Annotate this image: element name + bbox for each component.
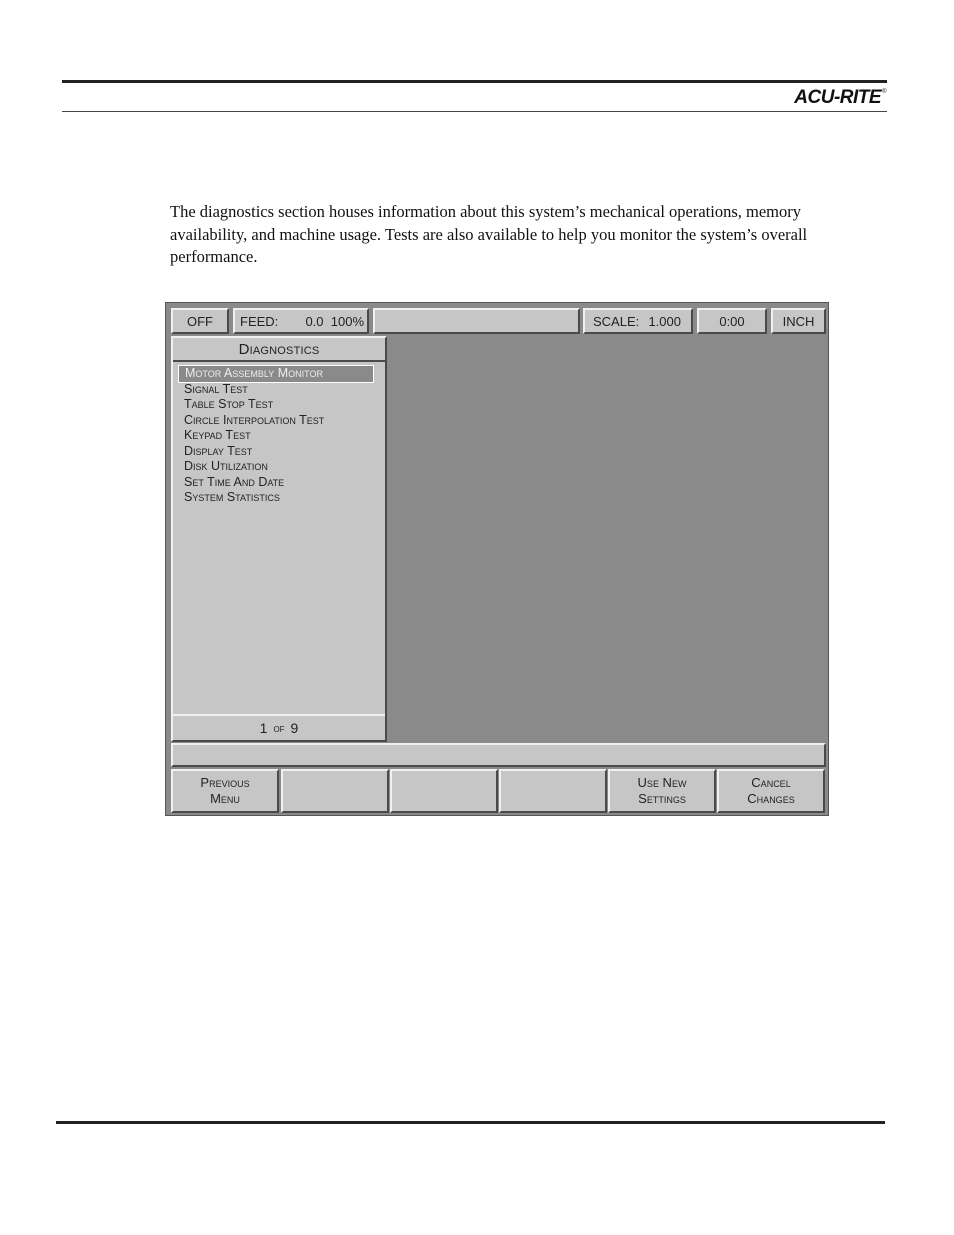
menu-item-system-statistics[interactable]: System Statistics bbox=[184, 490, 280, 504]
page-of: of bbox=[273, 721, 285, 735]
diagnostics-menu bbox=[171, 336, 387, 742]
feed-percent: 100% bbox=[330, 313, 364, 329]
menu-item-set-time-and-date[interactable]: Set Time And Date bbox=[184, 474, 285, 489]
menu-item-table-stop-test[interactable]: Table Stop Test bbox=[184, 397, 274, 411]
status-unit: INCH bbox=[771, 308, 826, 334]
page-total: 9 bbox=[290, 720, 299, 736]
softkey-line: Menu bbox=[210, 791, 240, 806]
menu-item-keypad-test[interactable]: Keypad Test bbox=[184, 428, 251, 442]
message-bar bbox=[171, 743, 826, 767]
softkey-line: Previous bbox=[200, 775, 250, 790]
status-mode: OFF bbox=[171, 308, 229, 334]
use-new-settings-button[interactable] bbox=[608, 769, 716, 813]
softkey-line: Changes bbox=[747, 791, 795, 806]
feed-label: FEED: bbox=[240, 313, 279, 329]
menu-title: Diagnostics bbox=[173, 338, 385, 362]
status-time: 0:00 bbox=[697, 308, 767, 334]
menu-item-circle-interpolation-test[interactable]: Circle Interpolation Test bbox=[184, 412, 325, 427]
softkey-blank-2[interactable] bbox=[281, 769, 389, 813]
scale-label: SCALE: bbox=[593, 313, 640, 329]
intro-paragraph: The diagnostics section houses information about this system’s mechanical operations, memory availability, and machine usage. Tests are also available to help you monitor the system’s overall performance. bbox=[170, 202, 808, 266]
softkey-blank-3[interactable] bbox=[390, 769, 498, 813]
feed-readout bbox=[305, 314, 364, 329]
page-indicator bbox=[173, 714, 385, 740]
header-rule-thick bbox=[62, 80, 887, 83]
header-rule-thin bbox=[62, 111, 887, 112]
status-feed bbox=[233, 308, 369, 334]
footer-rule bbox=[56, 1121, 885, 1124]
menu-item-disk-utilization[interactable]: Disk Utilization bbox=[184, 459, 268, 473]
scale-value: 1.000 bbox=[648, 313, 681, 329]
diagnostics-screen bbox=[165, 302, 829, 816]
status-scale bbox=[583, 308, 693, 334]
content-area bbox=[388, 336, 826, 742]
registered-mark: ® bbox=[882, 89, 886, 95]
previous-menu-button[interactable] bbox=[171, 769, 279, 813]
menu-item-signal-test[interactable]: Signal Test bbox=[184, 381, 248, 396]
brand-name: ACU-RITE bbox=[794, 87, 882, 108]
softkey-line: Use New bbox=[637, 775, 687, 790]
menu-item-motor-assembly-monitor[interactable]: Motor Assembly Monitor bbox=[179, 366, 373, 382]
softkey-line: Settings bbox=[638, 791, 686, 806]
softkey-line: Cancel bbox=[751, 775, 791, 790]
menu-item-display-test[interactable]: Display Test bbox=[184, 443, 253, 458]
brand-logo bbox=[794, 87, 886, 109]
menu-list bbox=[173, 366, 385, 506]
feed-value: 0.0 bbox=[305, 313, 324, 329]
status-blank bbox=[373, 308, 580, 334]
softkey-blank-4[interactable] bbox=[499, 769, 607, 813]
cancel-changes-button[interactable] bbox=[717, 769, 825, 813]
page-current: 1 bbox=[259, 720, 268, 736]
